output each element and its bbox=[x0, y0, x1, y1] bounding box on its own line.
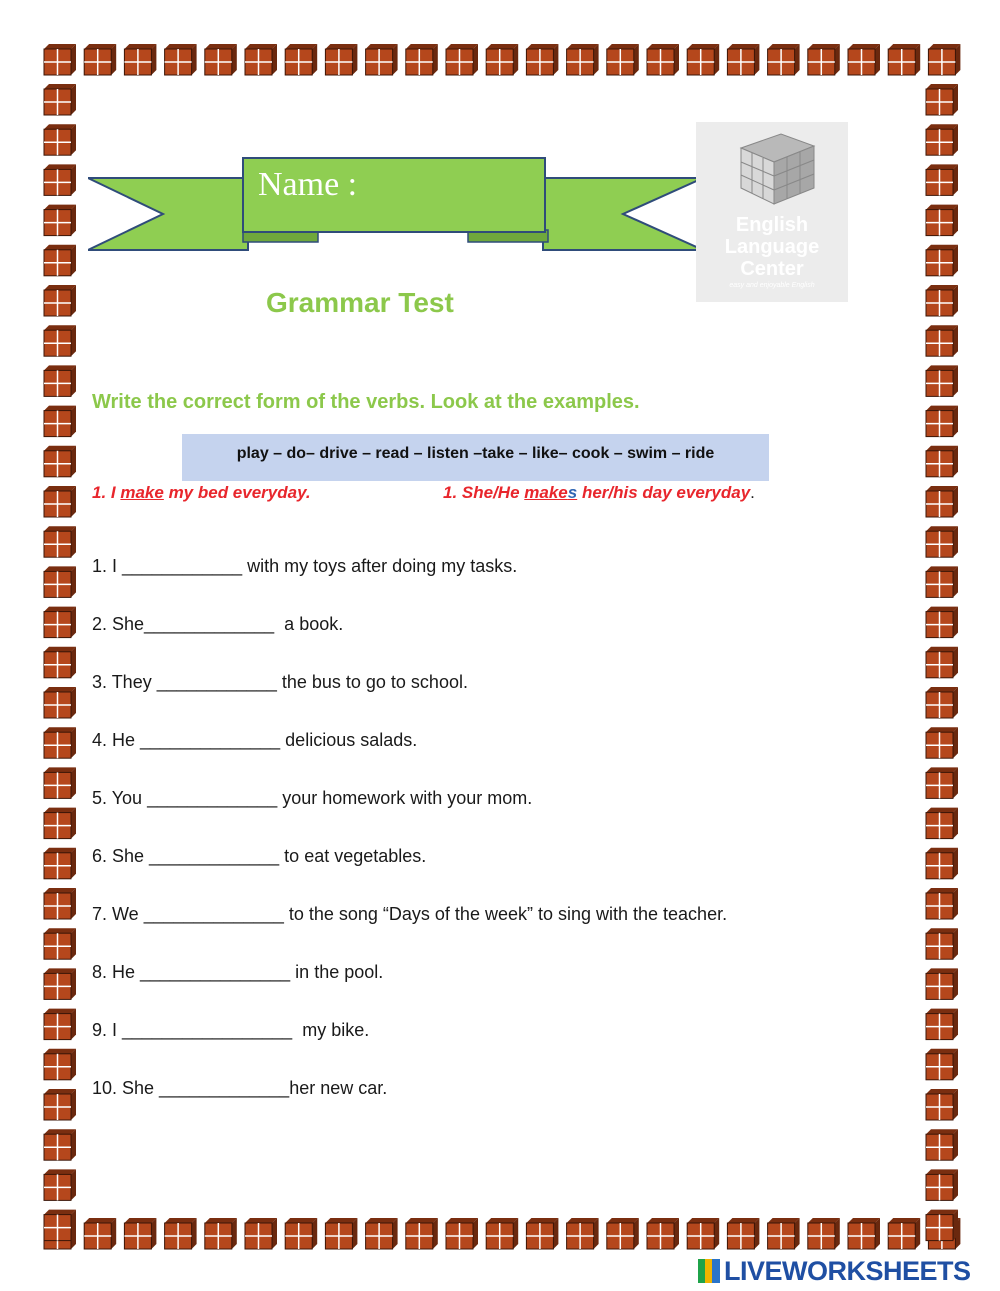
brick-tile bbox=[926, 245, 958, 276]
brick-tile bbox=[926, 647, 958, 678]
brick-tile bbox=[285, 1218, 317, 1249]
brick-tile bbox=[768, 44, 800, 75]
brick-tile bbox=[926, 687, 958, 718]
brick-tile bbox=[205, 1218, 237, 1249]
instructions: Write the correct form of the verbs. Look at the examples. bbox=[92, 391, 640, 413]
brick-tile bbox=[325, 1218, 357, 1249]
name-label: Name : bbox=[258, 166, 358, 203]
brick-tile bbox=[44, 888, 76, 919]
brick-tile bbox=[446, 1218, 478, 1249]
brick-tile bbox=[926, 124, 958, 155]
question-8[interactable]: 8. He _______________ in the pool. bbox=[92, 962, 384, 982]
example-1-start: 1. I bbox=[92, 483, 121, 502]
brick-tile bbox=[647, 1218, 679, 1249]
brick-tile bbox=[926, 1009, 958, 1040]
example-2 bbox=[443, 483, 755, 503]
brick-tile bbox=[768, 1218, 800, 1249]
brick-tile bbox=[44, 1009, 76, 1040]
brick-tile bbox=[526, 44, 558, 75]
brick-tile bbox=[44, 285, 76, 316]
brick-tile bbox=[44, 1049, 76, 1080]
question-1[interactable]: 1. I ____________ with my toys after doing my tasks. bbox=[92, 556, 518, 576]
brick-tile bbox=[926, 1169, 958, 1200]
brick-tile bbox=[44, 1169, 76, 1200]
example-2-verb-stem: make bbox=[524, 483, 568, 502]
brick-tile bbox=[928, 44, 960, 75]
brick-tile bbox=[926, 526, 958, 557]
brick-tile bbox=[727, 44, 759, 75]
brick-tile bbox=[926, 446, 958, 477]
brick-tile bbox=[44, 164, 76, 195]
brick-tile bbox=[926, 968, 958, 999]
brick-tile bbox=[366, 1218, 398, 1249]
brick-tile bbox=[687, 1218, 719, 1249]
brick-tile bbox=[245, 44, 277, 75]
brick-tile bbox=[124, 1218, 156, 1249]
brick-tile bbox=[926, 767, 958, 798]
brick-tile bbox=[44, 245, 76, 276]
brick-tile bbox=[848, 1218, 880, 1249]
example-2-end: her/his day everyday bbox=[577, 483, 751, 502]
logo-tagline: easy and enjoyable English bbox=[729, 282, 815, 289]
question-10[interactable]: 10. She _____________her new car. bbox=[92, 1078, 388, 1098]
brick-tile bbox=[44, 44, 76, 75]
brick-tile bbox=[44, 808, 76, 839]
brick-tile bbox=[567, 1218, 599, 1249]
brick-tile bbox=[486, 1218, 518, 1249]
brick-tile bbox=[926, 727, 958, 758]
brick-tile bbox=[44, 124, 76, 155]
page-title: Grammar Test bbox=[266, 287, 454, 318]
brick-tile bbox=[84, 44, 116, 75]
example-1-end: my bed everyday. bbox=[163, 483, 311, 502]
brick-tile bbox=[926, 205, 958, 236]
brick-tile bbox=[926, 928, 958, 959]
example-2-period: . bbox=[750, 483, 755, 502]
brick-tile bbox=[926, 486, 958, 517]
brick-tile bbox=[687, 44, 719, 75]
brick-tile bbox=[926, 164, 958, 195]
brick-tile bbox=[926, 84, 958, 115]
brick-tile bbox=[366, 44, 398, 75]
question-3[interactable]: 3. They ____________ the bus to go to school. bbox=[92, 672, 468, 692]
brick-tile bbox=[124, 44, 156, 75]
brick-tile bbox=[567, 44, 599, 75]
brick-tile bbox=[165, 1218, 197, 1249]
brick-tile bbox=[926, 1049, 958, 1080]
brick-tile bbox=[808, 1218, 840, 1249]
logo-text-center: Center bbox=[740, 258, 804, 280]
brick-tile bbox=[888, 44, 920, 75]
brick-tile bbox=[44, 1129, 76, 1160]
brick-tile bbox=[44, 727, 76, 758]
brick-tile bbox=[44, 365, 76, 396]
brick-tile bbox=[926, 848, 958, 879]
brick-tile bbox=[607, 1218, 639, 1249]
brick-tile bbox=[406, 44, 438, 75]
example-2-verb-suffix: s bbox=[567, 483, 578, 502]
brick-tile bbox=[44, 968, 76, 999]
brick-tile bbox=[44, 406, 76, 437]
brick-tile bbox=[245, 1218, 277, 1249]
brick-tile bbox=[44, 1089, 76, 1120]
brick-tile bbox=[325, 44, 357, 75]
brick-tile bbox=[446, 44, 478, 75]
brick-tile bbox=[205, 44, 237, 75]
logo-text-english: English bbox=[735, 214, 809, 236]
brick-tile bbox=[926, 365, 958, 396]
brick-tile bbox=[406, 1218, 438, 1249]
example-1 bbox=[92, 483, 311, 503]
brick-tile bbox=[926, 566, 958, 597]
brick-tile bbox=[647, 44, 679, 75]
brick-tile bbox=[44, 325, 76, 356]
brick-tile bbox=[926, 888, 958, 919]
brick-tile bbox=[44, 526, 76, 557]
brick-tile bbox=[44, 84, 76, 115]
brick-tile bbox=[926, 808, 958, 839]
brick-tile bbox=[44, 1210, 76, 1241]
question-5[interactable]: 5. You _____________ your homework with your mom. bbox=[92, 788, 533, 808]
brick-tile bbox=[926, 325, 958, 356]
liveworksheets-badge-icon bbox=[698, 1259, 720, 1283]
brick-tile bbox=[44, 767, 76, 798]
brick-tile bbox=[84, 1218, 116, 1249]
english-language-center-logo bbox=[696, 122, 848, 302]
brick-tile bbox=[44, 446, 76, 477]
brick-tile bbox=[44, 647, 76, 678]
brick-tile bbox=[44, 607, 76, 638]
brick-tile bbox=[926, 1210, 958, 1241]
brick-tile bbox=[808, 44, 840, 75]
brick-tile bbox=[926, 1089, 958, 1120]
brick-tile bbox=[44, 205, 76, 236]
brick-tile bbox=[727, 1218, 759, 1249]
brick-tile bbox=[607, 44, 639, 75]
question-9[interactable]: 9. I _________________ my bike. bbox=[92, 1020, 370, 1040]
brick-tile bbox=[926, 1129, 958, 1160]
brick-tile bbox=[44, 566, 76, 597]
question-4[interactable]: 4. He ______________ delicious salads. bbox=[92, 730, 418, 750]
question-2[interactable]: 2. She_____________ a book. bbox=[92, 614, 344, 634]
brick-tile bbox=[44, 928, 76, 959]
example-1-verb: make bbox=[120, 483, 164, 502]
brick-tile bbox=[165, 44, 197, 75]
logo-text-language: Language bbox=[724, 236, 820, 258]
brick-tile bbox=[926, 406, 958, 437]
example-2-start: 1. She/He bbox=[443, 483, 525, 502]
brick-tile bbox=[44, 687, 76, 718]
question-7[interactable]: 7. We ______________ to the song “Days of the week” to sing with the teacher. bbox=[92, 904, 728, 924]
example-2-verb bbox=[524, 483, 577, 502]
word-bank: play – do– drive – read – listen –take – like– cook – swim – ride bbox=[182, 434, 769, 481]
brick-tile bbox=[486, 44, 518, 75]
brick-tile bbox=[888, 1218, 920, 1249]
brick-tile bbox=[926, 607, 958, 638]
cube-icon bbox=[696, 122, 848, 212]
brick-tile bbox=[285, 44, 317, 75]
name-ribbon-banner bbox=[88, 150, 703, 260]
brick-tile bbox=[44, 848, 76, 879]
brick-tile bbox=[526, 1218, 558, 1249]
brick-tile bbox=[848, 44, 880, 75]
brick-tile bbox=[926, 285, 958, 316]
liveworksheets-brand: LIVEWORKSHEETS bbox=[724, 1256, 971, 1286]
brick-tile bbox=[44, 486, 76, 517]
question-6[interactable]: 6. She _____________ to eat vegetables. bbox=[92, 846, 427, 866]
